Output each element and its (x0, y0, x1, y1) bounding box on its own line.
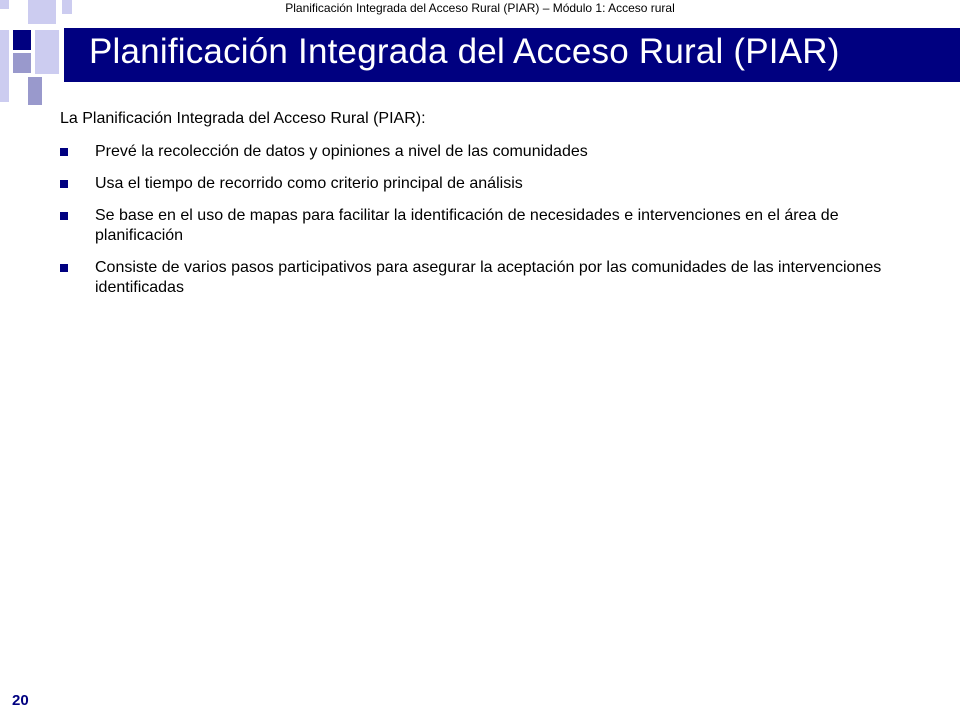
list-item (60, 258, 920, 298)
deco-square (13, 53, 31, 73)
bullet-text: Se base en el uso de mapas para facilitar la identificación de necesidades e intervenciones en el área de planificación (95, 207, 839, 244)
list-item (60, 142, 920, 162)
bullet-text: Usa el tiempo de recorrido como criterio principal de análisis (95, 175, 523, 192)
square-bullet-icon (60, 148, 68, 156)
list-item (60, 174, 920, 194)
square-bullet-icon (60, 212, 68, 220)
deco-square (62, 0, 72, 14)
slide-header-text: Planificación Integrada del Acceso Rural (PIAR) – Módulo 1: Acceso rural (285, 1, 675, 15)
bullet-text: Consiste de varios pasos participativos para asegurar la aceptación por las comunidades de las intervenciones identificadas (95, 259, 882, 296)
list-item (60, 206, 920, 246)
bullet-list (60, 142, 920, 310)
square-bullet-icon (60, 180, 68, 188)
deco-square (35, 30, 59, 74)
deco-square (0, 30, 9, 102)
deco-square (28, 0, 56, 24)
page-number: 20 (12, 692, 29, 709)
slide-title: Planificación Integrada del Acceso Rural (PIAR) (89, 32, 840, 71)
deco-square (28, 77, 42, 105)
intro-text: La Planificación Integrada del Acceso Rural (PIAR): (60, 110, 426, 127)
deco-square (13, 30, 31, 50)
bullet-text: Prevé la recolección de datos y opiniones a nivel de las comunidades (95, 143, 588, 160)
square-bullet-icon (60, 264, 68, 272)
deco-square (0, 0, 9, 9)
